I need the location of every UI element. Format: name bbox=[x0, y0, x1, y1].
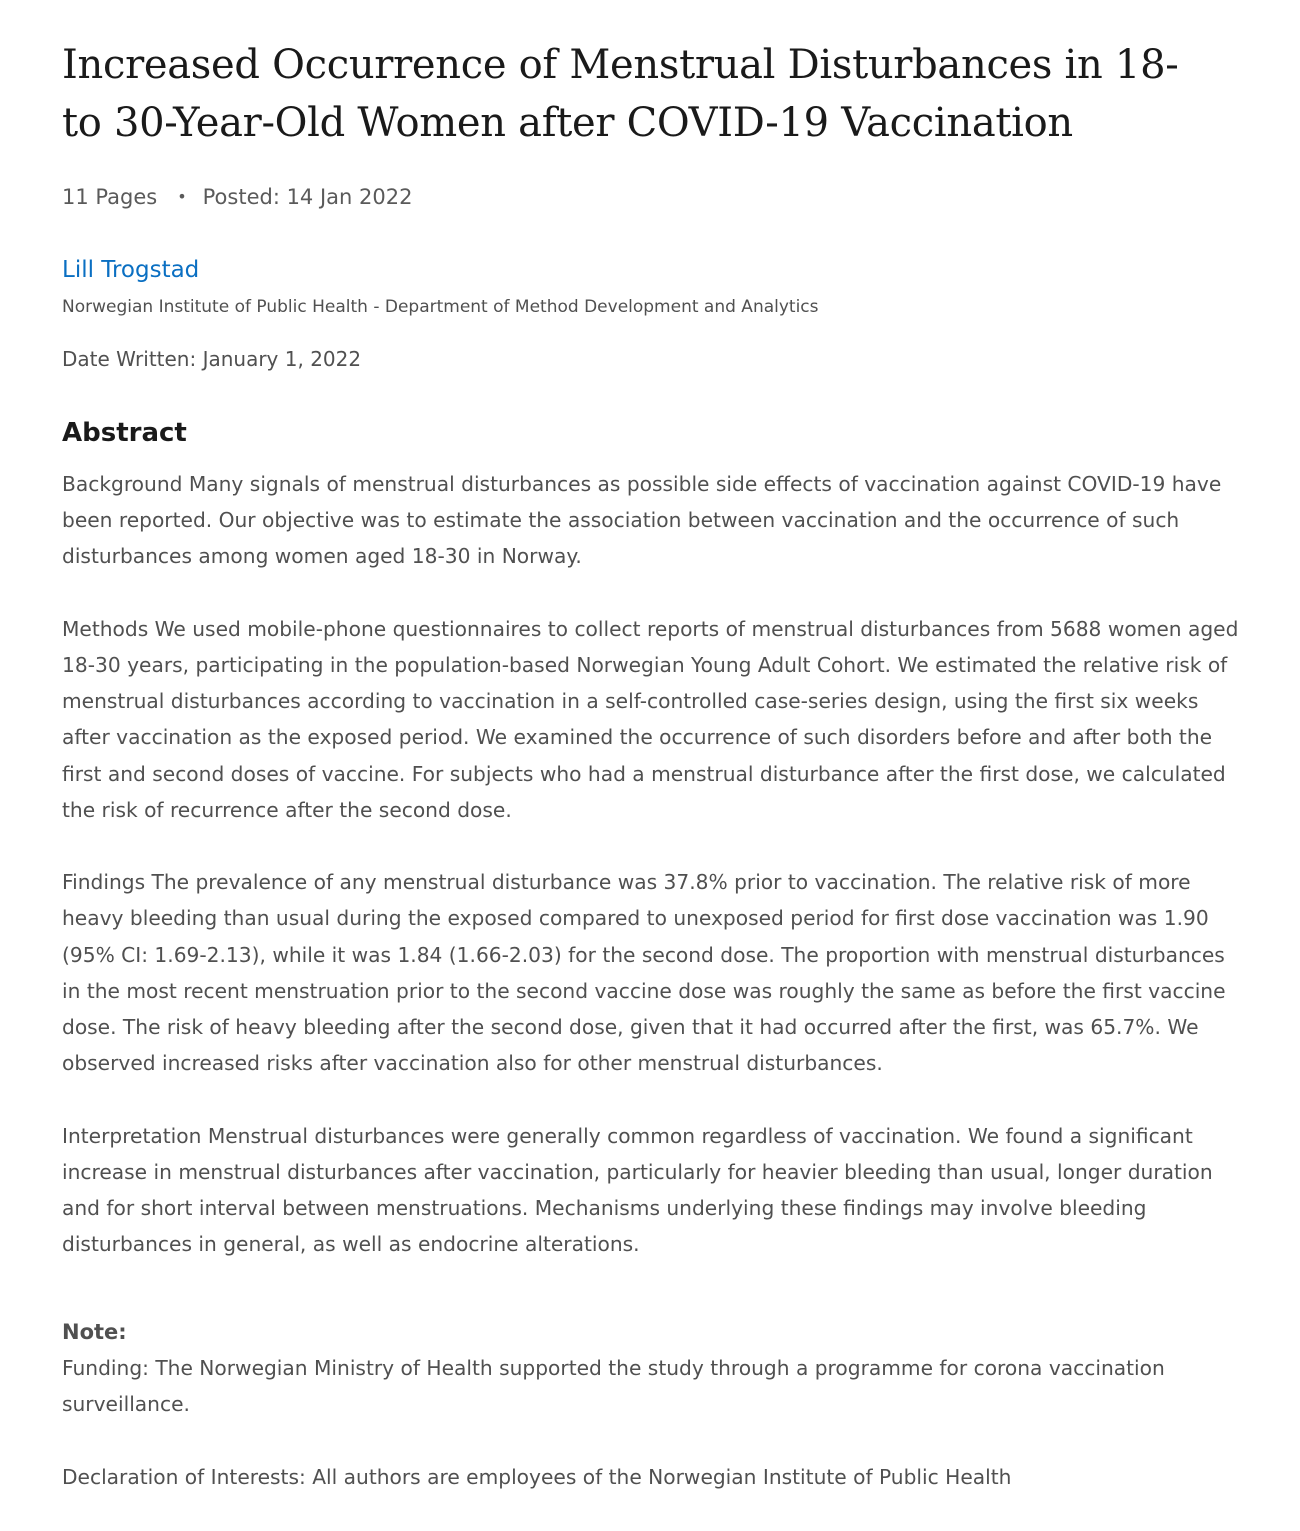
page-count: 11 Pages bbox=[62, 185, 158, 209]
note-funding: Funding: The Norwegian Ministry of Health supported the study through a programme for corona vaccination surveillance. bbox=[62, 1356, 1165, 1417]
paper-title: Increased Occurrence of Menstrual Disturbances in 18- to 30-Year-Old Women after COVID-19 Vaccination bbox=[62, 42, 1179, 146]
note-heading: Note: bbox=[62, 1320, 127, 1344]
abstract-paragraph-interpretation: Interpretation Menstrual disturbances were generally common regardless of vaccination. We found a significant increase in menstrual disturbances after vaccination, particularly for heavier bleeding than usual, longer duration and for short interval between menstruations. Mechanisms underlying these findings may involve bleeding disturbances in general, as well as endocrine alterations. bbox=[62, 1123, 1213, 1257]
separator-dot: • bbox=[177, 187, 187, 206]
abstract-body bbox=[62, 466, 1242, 1299]
posted-date: Posted: 14 Jan 2022 bbox=[202, 185, 413, 209]
paper-meta bbox=[62, 182, 412, 212]
abstract-paragraph-methods: Methods We used mobile-phone questionnaires to collect reports of menstrual disturbances from 5688 women aged 18-30 years, participating in the population-based Norwegian Young Adult Cohort. We estimated the relative risk of menstrual disturbances according to vaccination in a self-controlled case-series design, using the first six weeks after vaccination as the exposed period. We examined the occurrence of such disorders before and after both the first and second doses of vaccine. For subjects who had a menstrual disturbance after the first dose, we calculated the risk of recurrence after the second dose. bbox=[62, 616, 1239, 822]
author-link[interactable]: Lill Trogstad bbox=[62, 257, 200, 283]
abstract-paragraph-findings: Findings The prevalence of any menstrual disturbance was 37.8% prior to vaccination. The relative risk of more heavy bleeding than usual during the exposed compared to unexposed period for first dose vaccination was 1.90 (95% CI: 1.69-2.13), while it was 1.84 (1.66-2.03) for the second dose. The proportion with menstrual disturbances in the most recent menstruation prior to the second vaccine dose was roughly the same as before the first vaccine dose. The risk of heavy bleeding after the second dose, given that it had occurred after the first, was 65.7%. We observed increased risks after vaccination also for other menstrual disturbances. bbox=[62, 870, 1226, 1076]
note-body bbox=[62, 1350, 1212, 1531]
note-declaration: Declaration of Interests: All authors are employees of the Norwegian Institute of Public Health bbox=[62, 1464, 1012, 1489]
author-affiliation: Norwegian Institute of Public Health - Department of Method Development and Analytics bbox=[62, 297, 819, 317]
abstract-heading: Abstract bbox=[62, 418, 187, 448]
abstract-paragraph-background: Background Many signals of menstrual disturbances as possible side effects of vaccination against COVID-19 have been reported. Our objective was to estimate the association between vaccination and the occurrence of such disturbances among women aged 18-30 in Norway. bbox=[62, 472, 1222, 569]
date-written: Date Written: January 1, 2022 bbox=[62, 347, 362, 371]
